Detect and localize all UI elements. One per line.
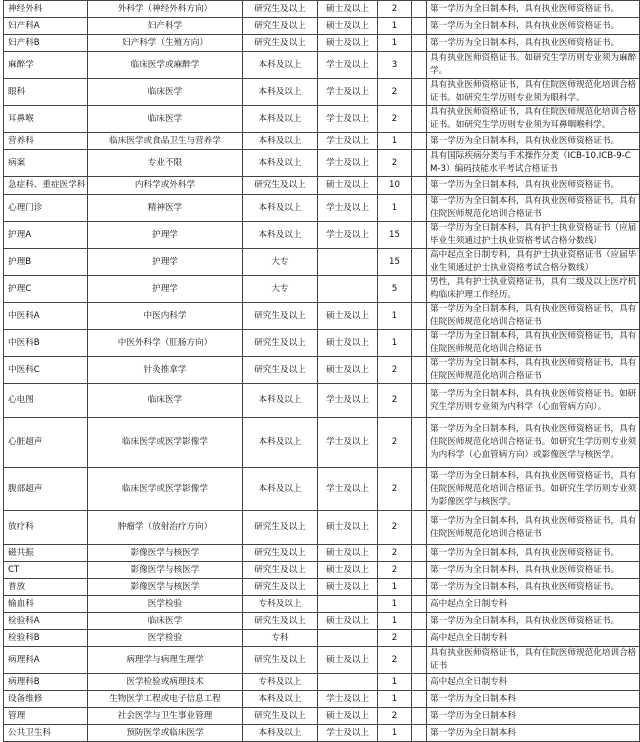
degree-cell bbox=[318, 674, 378, 691]
degree-cell: 硕士及以上 bbox=[318, 303, 378, 330]
department-cell: 妇产科B bbox=[4, 35, 88, 52]
degree-cell: 硕士及以上 bbox=[318, 613, 378, 630]
requirement-cell: 第一学历为全日制本科 bbox=[427, 691, 640, 708]
degree-cell: 硕士及以上 bbox=[318, 35, 378, 52]
count-cell: 2 bbox=[378, 1, 412, 18]
requirement-cell: 第一学历为全日制本科，具有执业医师资格证书。 bbox=[427, 1, 640, 18]
spacer-cell bbox=[412, 596, 427, 613]
department-cell: 护理A bbox=[4, 222, 88, 249]
major-cell: 临床医学或麻醉学 bbox=[88, 52, 243, 79]
spacer-cell bbox=[412, 418, 427, 468]
education-cell: 专科及以上 bbox=[243, 674, 318, 691]
count-cell: 2 bbox=[378, 384, 412, 418]
degree-cell: 学士及以上 bbox=[318, 52, 378, 79]
education-cell: 本科及以上 bbox=[243, 150, 318, 177]
department-cell: 心理门诊 bbox=[4, 195, 88, 222]
department-cell: 护理B bbox=[4, 249, 88, 276]
degree-cell: 学士及以上 bbox=[318, 384, 378, 418]
department-cell: 公共卫生科 bbox=[4, 725, 88, 742]
education-cell: 本科及以上 bbox=[243, 384, 318, 418]
department-cell: 管理 bbox=[4, 708, 88, 725]
degree-cell: 硕士及以上 bbox=[318, 511, 378, 545]
education-cell: 研究生及以上 bbox=[243, 545, 318, 562]
count-cell: 2 bbox=[378, 562, 412, 579]
table-row bbox=[4, 18, 640, 35]
major-cell: 临床医学 bbox=[88, 79, 243, 106]
department-cell: 设备维修 bbox=[4, 691, 88, 708]
spacer-cell bbox=[412, 674, 427, 691]
count-cell: 3 bbox=[378, 52, 412, 79]
department-cell: 磁共振 bbox=[4, 545, 88, 562]
major-cell: 妇产科学（生殖方向） bbox=[88, 35, 243, 52]
major-cell: 临床医学或医学影像学 bbox=[88, 418, 243, 468]
major-cell: 影像医学与核医学 bbox=[88, 562, 243, 579]
major-cell: 护理学 bbox=[88, 222, 243, 249]
major-cell: 护理学 bbox=[88, 249, 243, 276]
count-cell: 2 bbox=[378, 545, 412, 562]
requirement-cell: 第一学历为全日制本科，具有执业医师资格证书，具有住院医师规范化培训合格证书。如研究生学历则专业须为内科学（心血管病方向）或影像医学与核医学。 bbox=[427, 418, 640, 468]
count-cell: 1 bbox=[378, 330, 412, 357]
education-cell: 研究生及以上 bbox=[243, 330, 318, 357]
degree-cell: 硕士及以上 bbox=[318, 18, 378, 35]
education-cell: 专科 bbox=[243, 630, 318, 647]
table-row bbox=[4, 725, 640, 742]
count-cell: 15 bbox=[378, 222, 412, 249]
spacer-cell bbox=[412, 708, 427, 725]
spacer-cell bbox=[412, 384, 427, 418]
count-cell: 2 bbox=[378, 708, 412, 725]
spacer-cell bbox=[412, 330, 427, 357]
requirement-cell: 第一学历为全日制本科，具有执业医师资格证书。 bbox=[427, 562, 640, 579]
education-cell: 大专 bbox=[243, 276, 318, 303]
degree-cell: 硕士及以上 bbox=[318, 357, 378, 384]
requirement-cell: 第一学历为全日制本科，具有执业医师资格证书。 bbox=[427, 133, 640, 150]
spacer-cell bbox=[412, 630, 427, 647]
degree-cell: 硕士及以上 bbox=[318, 545, 378, 562]
requirement-cell: 第一学历为全日制本科，具有执业医师资格证书。 bbox=[427, 177, 640, 195]
count-cell: 1 bbox=[378, 691, 412, 708]
education-cell: 本科及以上 bbox=[243, 106, 318, 133]
education-cell: 研究生及以上 bbox=[243, 177, 318, 195]
spacer-cell bbox=[412, 249, 427, 276]
count-cell: 2 bbox=[378, 79, 412, 106]
major-cell: 临床医学或医学影像学 bbox=[88, 468, 243, 511]
count-cell: 2 bbox=[378, 468, 412, 511]
major-cell: 中医内科学 bbox=[88, 303, 243, 330]
table-row bbox=[4, 106, 640, 133]
requirement-cell: 第一学历为全日制本科，具有执业医师资格证书。 bbox=[427, 35, 640, 52]
degree-cell: 学士及以上 bbox=[318, 468, 378, 511]
requirement-cell: 第一学历为全日制本科，具有执业医师资格证书，具有住院医师规范化培训合格证书 bbox=[427, 511, 640, 545]
degree-cell bbox=[318, 276, 378, 303]
degree-cell: 学士及以上 bbox=[318, 79, 378, 106]
table-row bbox=[4, 150, 640, 177]
spacer-cell bbox=[412, 52, 427, 79]
spacer-cell bbox=[412, 562, 427, 579]
degree-cell: 学士及以上 bbox=[318, 222, 378, 249]
department-cell: 病案 bbox=[4, 150, 88, 177]
degree-cell: 硕士及以上 bbox=[318, 579, 378, 596]
requirement-cell: 第一学历为全日制本科，具有执业医师资格证书。 bbox=[427, 579, 640, 596]
spacer-cell bbox=[412, 177, 427, 195]
degree-cell bbox=[318, 249, 378, 276]
spacer-cell bbox=[412, 222, 427, 249]
education-cell: 研究生及以上 bbox=[243, 303, 318, 330]
department-cell: 麻醉学 bbox=[4, 52, 88, 79]
spacer-cell bbox=[412, 579, 427, 596]
education-cell: 研究生及以上 bbox=[243, 562, 318, 579]
department-cell: 心电图 bbox=[4, 384, 88, 418]
requirement-cell: 第一学历为全日制本科，具有执业医师资格证书，具有住院医师规范化培训合格证书 bbox=[427, 330, 640, 357]
major-cell: 医学检验或病理技术 bbox=[88, 674, 243, 691]
department-cell: 普放 bbox=[4, 579, 88, 596]
spacer-cell bbox=[412, 79, 427, 106]
degree-cell: 学士及以上 bbox=[318, 195, 378, 222]
major-cell: 专业不限 bbox=[88, 150, 243, 177]
spacer-cell bbox=[412, 511, 427, 545]
count-cell: 10 bbox=[378, 177, 412, 195]
count-cell: 1 bbox=[378, 674, 412, 691]
count-cell: 1 bbox=[378, 133, 412, 150]
spacer-cell bbox=[412, 106, 427, 133]
department-cell: 病理科A bbox=[4, 647, 88, 674]
table-row bbox=[4, 691, 640, 708]
education-cell: 本科及以上 bbox=[243, 52, 318, 79]
requirement-cell: 第一学历为全日制本科，具有执业医师资格证书，具有住院医师规范化培训合格证书 bbox=[427, 357, 640, 384]
count-cell: 1 bbox=[378, 18, 412, 35]
table-row bbox=[4, 708, 640, 725]
spacer-cell bbox=[412, 35, 427, 52]
table-row bbox=[4, 1, 640, 18]
spacer-cell bbox=[412, 468, 427, 511]
requirement-cell: 男性，具有护士执业资格证书，具有二级及以上医疗机构临床护理工作经历。 bbox=[427, 276, 640, 303]
major-cell: 影像医学与核医学 bbox=[88, 579, 243, 596]
degree-cell bbox=[318, 596, 378, 613]
major-cell: 内科学或外科学 bbox=[88, 177, 243, 195]
education-cell: 大专 bbox=[243, 249, 318, 276]
spacer-cell bbox=[412, 691, 427, 708]
education-cell: 研究生及以上 bbox=[243, 511, 318, 545]
count-cell: 2 bbox=[378, 647, 412, 674]
requirement-cell: 具有执业医师资格证书，具有住院医师规范化培训合格证书 bbox=[427, 647, 640, 674]
spacer-cell bbox=[412, 276, 427, 303]
education-cell: 本科及以上 bbox=[243, 725, 318, 742]
degree-cell: 硕士及以上 bbox=[318, 330, 378, 357]
major-cell: 护理学 bbox=[88, 276, 243, 303]
education-cell: 本科及以上 bbox=[243, 195, 318, 222]
spacer-cell bbox=[412, 150, 427, 177]
requirement-cell: 高中起点全日制专科，具有护士执业资格证书（应届毕业生须通过护士执业资格考试合格分数线） bbox=[427, 249, 640, 276]
requirement-cell: 第一学历为全日制本科，具有执业医师资格证书。如研究生学历则专业须为内科学（心血管病方向）。 bbox=[427, 384, 640, 418]
major-cell: 针灸推拿学 bbox=[88, 357, 243, 384]
degree-cell: 学士及以上 bbox=[318, 133, 378, 150]
education-cell: 研究生及以上 bbox=[243, 35, 318, 52]
major-cell: 医学检验 bbox=[88, 630, 243, 647]
major-cell: 精神医学 bbox=[88, 195, 243, 222]
education-cell: 本科及以上 bbox=[243, 133, 318, 150]
table-row bbox=[4, 384, 640, 418]
recruitment-table bbox=[3, 0, 640, 742]
education-cell: 本科及以上 bbox=[243, 222, 318, 249]
count-cell: 5 bbox=[378, 276, 412, 303]
department-cell: 眼科 bbox=[4, 79, 88, 106]
requirement-cell: 高中起点全日制专科 bbox=[427, 630, 640, 647]
education-cell: 本科及以上 bbox=[243, 79, 318, 106]
degree-cell: 学士及以上 bbox=[318, 418, 378, 468]
table-row bbox=[4, 418, 640, 468]
education-cell: 本科及以上 bbox=[243, 468, 318, 511]
major-cell: 肿瘤学（放射治疗方向） bbox=[88, 511, 243, 545]
department-cell: 营养科 bbox=[4, 133, 88, 150]
department-cell: 耳鼻喉 bbox=[4, 106, 88, 133]
count-cell: 1 bbox=[378, 35, 412, 52]
spacer-cell bbox=[412, 613, 427, 630]
education-cell: 研究生及以上 bbox=[243, 357, 318, 384]
requirement-cell: 具有执业医师资格证书，具有住院医师规范化培训合格证书。如研究生学历则专业须为耳鼻咽喉科学。 bbox=[427, 106, 640, 133]
degree-cell: 硕士及以上 bbox=[318, 1, 378, 18]
degree-cell: 硕士及以上 bbox=[318, 177, 378, 195]
count-cell: 2 bbox=[378, 150, 412, 177]
count-cell: 2 bbox=[378, 357, 412, 384]
major-cell: 社会医学与卫生事业管理 bbox=[88, 708, 243, 725]
requirement-cell: 具有国际疾病分类与手术操作分类（ICB-10.ICB-9-CM-3）编码技能水平考试合格证书 bbox=[427, 150, 640, 177]
education-cell: 研究生及以上 bbox=[243, 18, 318, 35]
major-cell: 临床医学 bbox=[88, 384, 243, 418]
education-cell: 研究生及以上 bbox=[243, 1, 318, 18]
requirement-cell: 具有执业医师资格证书。如研究生学历则专业须为麻醉学。 bbox=[427, 52, 640, 79]
major-cell: 临床医学或食品卫生与营养学 bbox=[88, 133, 243, 150]
requirement-cell: 第一学历为全日制本科，具有执业医师资格证书。 bbox=[427, 545, 640, 562]
education-cell: 本科及以上 bbox=[243, 418, 318, 468]
education-cell: 研究生及以上 bbox=[243, 647, 318, 674]
requirement-cell: 第一学历为全日制本科 bbox=[427, 725, 640, 742]
table-row bbox=[4, 330, 640, 357]
major-cell: 临床医学 bbox=[88, 106, 243, 133]
requirement-cell: 第一学历为全日制本科 bbox=[427, 708, 640, 725]
count-cell: 2 bbox=[378, 630, 412, 647]
department-cell: 放疗科 bbox=[4, 511, 88, 545]
count-cell: 1 bbox=[378, 303, 412, 330]
major-cell: 临床医学 bbox=[88, 613, 243, 630]
table-row bbox=[4, 177, 640, 195]
table-row bbox=[4, 133, 640, 150]
major-cell: 医学检验 bbox=[88, 596, 243, 613]
count-cell: 1 bbox=[378, 613, 412, 630]
department-cell: 检验科A bbox=[4, 613, 88, 630]
education-cell: 本科及以上 bbox=[243, 691, 318, 708]
spacer-cell bbox=[412, 195, 427, 222]
degree-cell: 学士及以上 bbox=[318, 150, 378, 177]
major-cell: 外科学（神经外科方向） bbox=[88, 1, 243, 18]
degree-cell: 学士及以上 bbox=[318, 106, 378, 133]
requirement-cell: 第一学历为全日制本科，具有执业医师资格证书。 bbox=[427, 613, 640, 630]
department-cell: 中医科C bbox=[4, 357, 88, 384]
table-row bbox=[4, 647, 640, 674]
table-row bbox=[4, 596, 640, 613]
requirement-cell: 第一学历为全日制本科，具有执业医师资格证书，具有住院医师规范化培训合格证书。如研究生学历则专业须为影像医学与核医学。 bbox=[427, 468, 640, 511]
table-row bbox=[4, 249, 640, 276]
spacer-cell bbox=[412, 357, 427, 384]
spacer-cell bbox=[412, 647, 427, 674]
table-row bbox=[4, 562, 640, 579]
education-cell: 专科及以上 bbox=[243, 596, 318, 613]
requirement-cell: 高中起点全日制专科 bbox=[427, 596, 640, 613]
table-row bbox=[4, 79, 640, 106]
table-row bbox=[4, 195, 640, 222]
major-cell: 中医外科学（肛肠方向） bbox=[88, 330, 243, 357]
requirement-cell: 第一学历为全日制本科，具有执业医师资格证书。 bbox=[427, 18, 640, 35]
table-row bbox=[4, 357, 640, 384]
education-cell: 研究生及以上 bbox=[243, 708, 318, 725]
degree-cell: 硕士及以上 bbox=[318, 647, 378, 674]
count-cell: 2 bbox=[378, 418, 412, 468]
table-row bbox=[4, 630, 640, 647]
major-cell: 影像医学与核医学 bbox=[88, 545, 243, 562]
department-cell: 输血科 bbox=[4, 596, 88, 613]
count-cell: 1 bbox=[378, 195, 412, 222]
department-cell: 妇产科A bbox=[4, 18, 88, 35]
department-cell: 中医科A bbox=[4, 303, 88, 330]
education-cell: 研究生及以上 bbox=[243, 579, 318, 596]
major-cell: 预防医学或临床医学 bbox=[88, 725, 243, 742]
education-cell: 研究生及以上 bbox=[243, 613, 318, 630]
major-cell: 妇产科学 bbox=[88, 18, 243, 35]
department-cell: 病理科B bbox=[4, 674, 88, 691]
major-cell: 生物医学工程或电子信息工程 bbox=[88, 691, 243, 708]
degree-cell bbox=[318, 630, 378, 647]
department-cell: 心脏超声 bbox=[4, 418, 88, 468]
department-cell: 中医科B bbox=[4, 330, 88, 357]
table-row bbox=[4, 468, 640, 511]
count-cell: 2 bbox=[378, 511, 412, 545]
table-row bbox=[4, 545, 640, 562]
spacer-cell bbox=[412, 18, 427, 35]
degree-cell: 学士及以上 bbox=[318, 725, 378, 742]
count-cell: 2 bbox=[378, 106, 412, 133]
major-cell: 病理学与病理生理学 bbox=[88, 647, 243, 674]
spacer-cell bbox=[412, 133, 427, 150]
department-cell: 腹部超声 bbox=[4, 468, 88, 511]
table-row bbox=[4, 511, 640, 545]
department-cell: 神经外科 bbox=[4, 1, 88, 18]
requirement-cell: 第一学历为全日制本科，具有执业医师资格证书，具有住院医师规范化培训合格证书 bbox=[427, 303, 640, 330]
requirement-cell: 第一学历为全日制本科，具有护士执业资格证书（应届毕业生须通过护士执业资格考试合格分数线） bbox=[427, 222, 640, 249]
degree-cell: 学士及以上 bbox=[318, 691, 378, 708]
department-cell: CT bbox=[4, 562, 88, 579]
table-row bbox=[4, 35, 640, 52]
count-cell: 15 bbox=[378, 249, 412, 276]
count-cell: 1 bbox=[378, 596, 412, 613]
spacer-cell bbox=[412, 545, 427, 562]
department-cell: 检验科B bbox=[4, 630, 88, 647]
table-row bbox=[4, 613, 640, 630]
spacer-cell bbox=[412, 725, 427, 742]
table-row bbox=[4, 52, 640, 79]
requirement-cell: 高中起点全日制专科 bbox=[427, 674, 640, 691]
table-row bbox=[4, 276, 640, 303]
table-row bbox=[4, 579, 640, 596]
requirement-cell: 第一学历为全日制本科，具有执业医师资格证书，具有住院医师规范化培训合格证书 bbox=[427, 195, 640, 222]
spacer-cell bbox=[412, 1, 427, 18]
count-cell: 1 bbox=[378, 579, 412, 596]
department-cell: 护理C bbox=[4, 276, 88, 303]
table-row bbox=[4, 222, 640, 249]
degree-cell: 硕士及以上 bbox=[318, 708, 378, 725]
table-body bbox=[4, 1, 640, 742]
degree-cell: 硕士及以上 bbox=[318, 562, 378, 579]
count-cell: 1 bbox=[378, 725, 412, 742]
table-row bbox=[4, 674, 640, 691]
requirement-cell: 具有执业医师资格证书，具有住院医师规范化培训合格证书。如研究生学历则专业须为眼科学。 bbox=[427, 79, 640, 106]
table-row bbox=[4, 303, 640, 330]
department-cell: 急症科、重症医学科 bbox=[4, 177, 88, 195]
spacer-cell bbox=[412, 303, 427, 330]
